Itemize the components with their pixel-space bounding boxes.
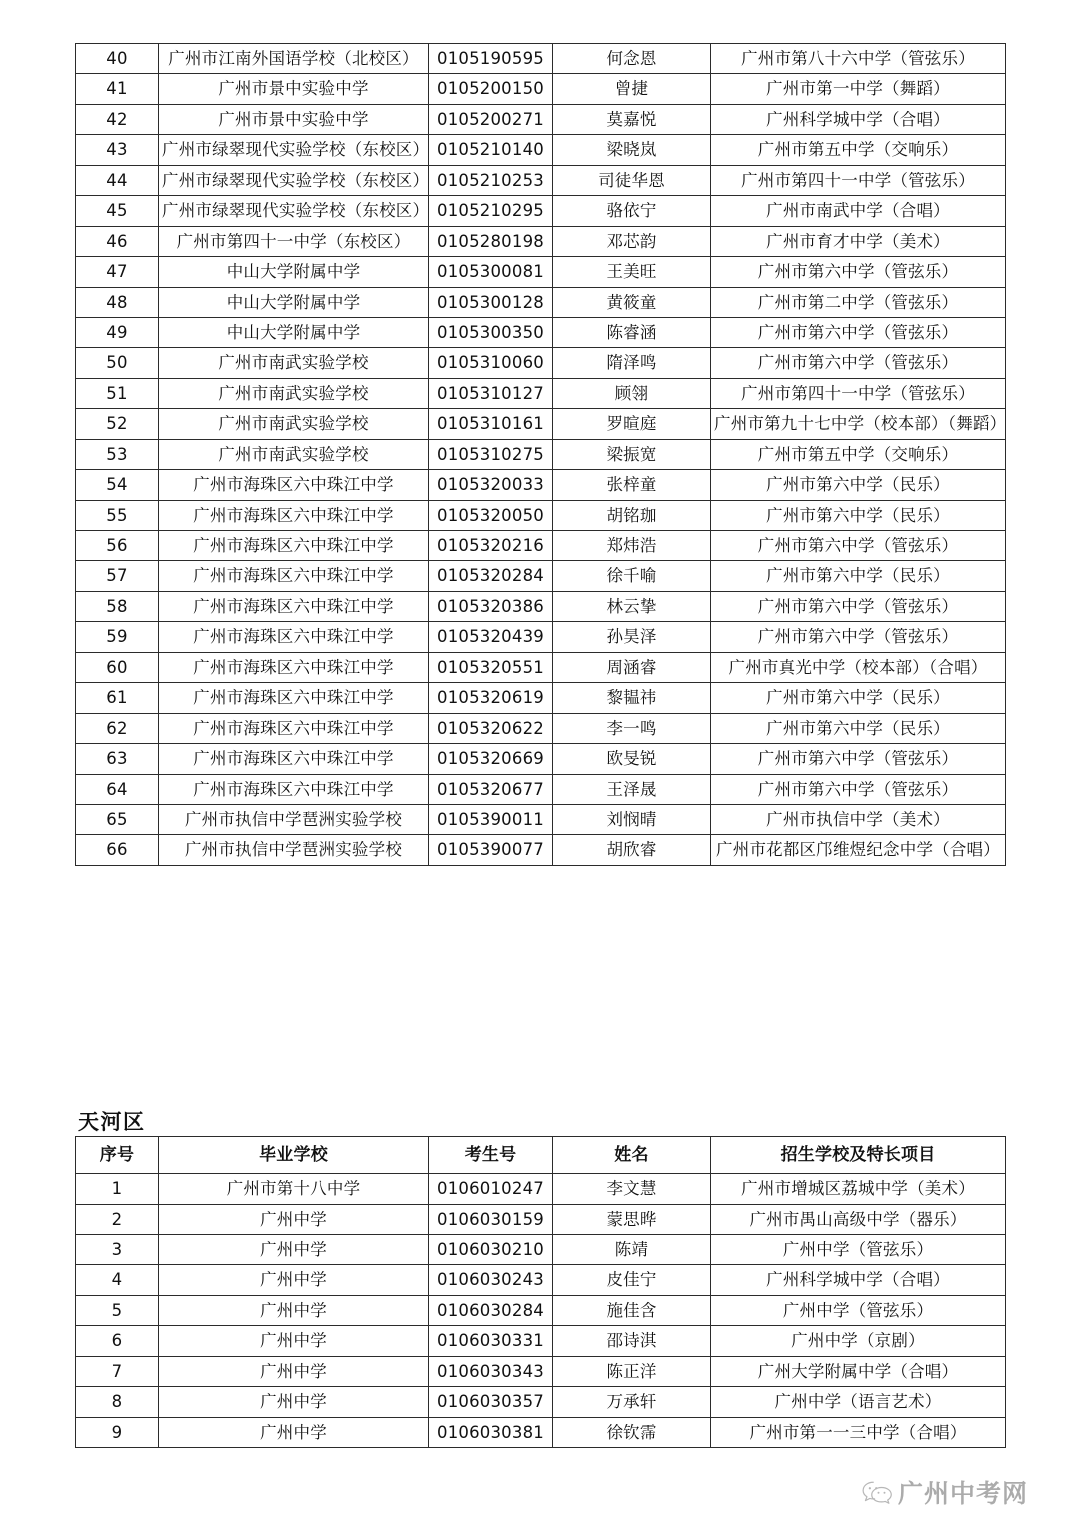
column-header-student-name: 姓名 [553, 1137, 711, 1174]
cell-graduating-school: 广州市海珠区六中珠江中学 [159, 774, 429, 804]
cell-graduating-school: 广州市景中实验中学 [159, 104, 429, 134]
cell-graduating-school: 中山大学附属中学 [159, 287, 429, 317]
cell-index: 46 [76, 226, 159, 256]
table-row [76, 622, 1006, 652]
cell-student-name: 林云挚 [553, 591, 711, 621]
cell-graduating-school: 中山大学附属中学 [159, 257, 429, 287]
cell-index: 5 [76, 1295, 159, 1325]
cell-graduating-school: 广州市绿翠现代实验学校（东校区） [159, 135, 429, 165]
cell-admitting-school-and-specialty: 广州市第八十六中学（管弦乐） [711, 44, 1006, 74]
cell-graduating-school: 广州市海珠区六中珠江中学 [159, 531, 429, 561]
cell-admitting-school-and-specialty: 广州市第六中学（管弦乐） [711, 257, 1006, 287]
column-header-graduating-school: 毕业学校 [159, 1137, 429, 1174]
cell-graduating-school: 广州中学 [159, 1265, 429, 1295]
cell-index: 6 [76, 1326, 159, 1356]
table-body [76, 1174, 1006, 1448]
cell-admitting-school-and-specialty: 广州市第九十七中学（校本部）（舞蹈） [711, 409, 1006, 439]
cell-graduating-school: 广州中学 [159, 1326, 429, 1356]
cell-admitting-school-and-specialty: 广州市第六中学（民乐） [711, 561, 1006, 591]
cell-student-name: 何念恩 [553, 44, 711, 74]
cell-graduating-school: 广州市海珠区六中珠江中学 [159, 591, 429, 621]
table-row [76, 774, 1006, 804]
cell-index: 42 [76, 104, 159, 134]
table-row [76, 1204, 1006, 1234]
cell-student-name: 徐千喻 [553, 561, 711, 591]
cell-student-name: 张梓童 [553, 470, 711, 500]
table-row [76, 1356, 1006, 1386]
table-row [76, 1295, 1006, 1325]
table-header [76, 1137, 1006, 1174]
cell-admitting-school-and-specialty: 广州市增城区荔城中学（美术） [711, 1174, 1006, 1204]
cell-candidate-number: 0105320050 [429, 500, 553, 530]
cell-student-name: 万承轩 [553, 1387, 711, 1417]
cell-graduating-school: 广州市海珠区六中珠江中学 [159, 561, 429, 591]
table-row [76, 1417, 1006, 1447]
cell-index: 52 [76, 409, 159, 439]
cell-candidate-number: 0105320551 [429, 652, 553, 682]
table-row [76, 439, 1006, 469]
table-row [76, 44, 1006, 74]
cell-student-name: 陈正洋 [553, 1356, 711, 1386]
column-header-index: 序号 [76, 1137, 159, 1174]
cell-student-name: 陈睿涵 [553, 317, 711, 347]
cell-index: 48 [76, 287, 159, 317]
cell-candidate-number: 0105310060 [429, 348, 553, 378]
roster-table-haizhu-continued [75, 43, 1006, 866]
cell-graduating-school: 广州市海珠区六中珠江中学 [159, 683, 429, 713]
table-row [76, 287, 1006, 317]
cell-candidate-number: 0105210295 [429, 196, 553, 226]
cell-admitting-school-and-specialty: 广州市真光中学（校本部）（合唱） [711, 652, 1006, 682]
cell-admitting-school-and-specialty: 广州科学城中学（合唱） [711, 104, 1006, 134]
cell-index: 3 [76, 1234, 159, 1264]
cell-candidate-number: 0106030331 [429, 1326, 553, 1356]
cell-candidate-number: 0105320284 [429, 561, 553, 591]
cell-student-name: 骆依宁 [553, 196, 711, 226]
cell-admitting-school-and-specialty: 广州市第六中学（管弦乐） [711, 622, 1006, 652]
cell-index: 4 [76, 1265, 159, 1295]
cell-student-name: 顾翎 [553, 378, 711, 408]
table-row [76, 500, 1006, 530]
cell-graduating-school: 广州市第四十一中学（东校区） [159, 226, 429, 256]
table-row [76, 744, 1006, 774]
cell-admitting-school-and-specialty: 广州大学附属中学（合唱） [711, 1356, 1006, 1386]
table-row [76, 378, 1006, 408]
cell-index: 41 [76, 74, 159, 104]
cell-index: 54 [76, 470, 159, 500]
cell-index: 57 [76, 561, 159, 591]
cell-index: 51 [76, 378, 159, 408]
cell-index: 49 [76, 317, 159, 347]
cell-graduating-school: 广州市南武实验学校 [159, 348, 429, 378]
cell-index: 60 [76, 652, 159, 682]
cell-index: 44 [76, 165, 159, 195]
cell-student-name: 胡铭珈 [553, 500, 711, 530]
cell-candidate-number: 0105320622 [429, 713, 553, 743]
cell-graduating-school: 广州市海珠区六中珠江中学 [159, 470, 429, 500]
cell-index: 66 [76, 835, 159, 865]
cell-admitting-school-and-specialty: 广州市第六中学（管弦乐） [711, 531, 1006, 561]
cell-admitting-school-and-specialty: 广州市第四十一中学（管弦乐） [711, 165, 1006, 195]
table-row [76, 591, 1006, 621]
cell-student-name: 蒙思晔 [553, 1204, 711, 1234]
cell-graduating-school: 广州市海珠区六中珠江中学 [159, 713, 429, 743]
cell-graduating-school: 广州中学 [159, 1387, 429, 1417]
cell-student-name: 施佳含 [553, 1295, 711, 1325]
table-row [76, 165, 1006, 195]
cell-candidate-number: 0105300081 [429, 257, 553, 287]
table-row [76, 1234, 1006, 1264]
table-row [76, 470, 1006, 500]
column-header-admitting-school-and-specialty: 招生学校及特长项目 [711, 1137, 1006, 1174]
cell-graduating-school: 广州市海珠区六中珠江中学 [159, 744, 429, 774]
cell-admitting-school-and-specialty: 广州中学（京剧） [711, 1326, 1006, 1356]
table-row [76, 257, 1006, 287]
cell-admitting-school-and-specialty: 广州市第六中学（管弦乐） [711, 591, 1006, 621]
column-header-candidate-number: 考生号 [429, 1137, 553, 1174]
cell-graduating-school: 广州市绿翠现代实验学校（东校区） [159, 196, 429, 226]
cell-admitting-school-and-specialty: 广州市第一一三中学（合唱） [711, 1417, 1006, 1447]
cell-index: 59 [76, 622, 159, 652]
table-row [76, 683, 1006, 713]
cell-candidate-number: 0105210253 [429, 165, 553, 195]
cell-index: 55 [76, 500, 159, 530]
cell-student-name: 孙昊泽 [553, 622, 711, 652]
cell-student-name: 胡欣睿 [553, 835, 711, 865]
cell-admitting-school-and-specialty: 广州市第六中学（民乐） [711, 470, 1006, 500]
cell-index: 61 [76, 683, 159, 713]
district-heading-tianhe: 天河区 [78, 1110, 146, 1134]
cell-admitting-school-and-specialty: 广州中学（管弦乐） [711, 1295, 1006, 1325]
cell-index: 53 [76, 439, 159, 469]
cell-graduating-school: 广州中学 [159, 1234, 429, 1264]
cell-index: 62 [76, 713, 159, 743]
wechat-icon [862, 1479, 892, 1505]
cell-student-name: 梁晓岚 [553, 135, 711, 165]
table-row [76, 409, 1006, 439]
cell-candidate-number: 0106030357 [429, 1387, 553, 1417]
cell-candidate-number: 0105390011 [429, 804, 553, 834]
cell-graduating-school: 广州中学 [159, 1204, 429, 1234]
cell-graduating-school: 广州市江南外国语学校（北校区） [159, 44, 429, 74]
cell-admitting-school-and-specialty: 广州市第五中学（交响乐） [711, 439, 1006, 469]
cell-student-name: 司徒华恩 [553, 165, 711, 195]
cell-student-name: 王泽晟 [553, 774, 711, 804]
cell-graduating-school: 广州市执信中学琶洲实验学校 [159, 835, 429, 865]
cell-student-name: 隋泽鸣 [553, 348, 711, 378]
table-row [76, 1265, 1006, 1295]
cell-candidate-number: 0106010247 [429, 1174, 553, 1204]
cell-graduating-school: 广州中学 [159, 1356, 429, 1386]
watermark [862, 1474, 1028, 1510]
cell-admitting-school-and-specialty: 广州市执信中学（美术） [711, 804, 1006, 834]
cell-candidate-number: 0105320033 [429, 470, 553, 500]
cell-admitting-school-and-specialty: 广州市第五中学（交响乐） [711, 135, 1006, 165]
cell-graduating-school: 广州市海珠区六中珠江中学 [159, 500, 429, 530]
watermark-text: 广州中考网 [898, 1479, 1029, 1508]
table-body [76, 44, 1006, 866]
cell-student-name: 李一鸣 [553, 713, 711, 743]
cell-admitting-school-and-specialty: 广州科学城中学（合唱） [711, 1265, 1006, 1295]
cell-candidate-number: 0105310275 [429, 439, 553, 469]
cell-graduating-school: 广州市第十八中学 [159, 1174, 429, 1204]
cell-candidate-number: 0105320677 [429, 774, 553, 804]
cell-graduating-school: 广州市景中实验中学 [159, 74, 429, 104]
cell-admitting-school-and-specialty: 广州市南武中学（合唱） [711, 196, 1006, 226]
cell-index: 63 [76, 744, 159, 774]
cell-candidate-number: 0105200271 [429, 104, 553, 134]
cell-admitting-school-and-specialty: 广州市第四十一中学（管弦乐） [711, 378, 1006, 408]
table-row [76, 531, 1006, 561]
cell-student-name: 欧旻锐 [553, 744, 711, 774]
cell-student-name: 曾捷 [553, 74, 711, 104]
cell-graduating-school: 广州中学 [159, 1295, 429, 1325]
cell-student-name: 王美旺 [553, 257, 711, 287]
cell-index: 58 [76, 591, 159, 621]
table-row [76, 74, 1006, 104]
cell-student-name: 周涵睿 [553, 652, 711, 682]
cell-index: 50 [76, 348, 159, 378]
cell-admitting-school-and-specialty: 广州市育才中学（美术） [711, 226, 1006, 256]
cell-student-name: 黄筱童 [553, 287, 711, 317]
cell-admitting-school-and-specialty: 广州市第六中学（管弦乐） [711, 774, 1006, 804]
table-row [76, 835, 1006, 865]
cell-candidate-number: 0105190595 [429, 44, 553, 74]
cell-graduating-school: 广州中学 [159, 1417, 429, 1447]
cell-admitting-school-and-specialty: 广州市第六中学（管弦乐） [711, 744, 1006, 774]
cell-index: 47 [76, 257, 159, 287]
cell-index: 9 [76, 1417, 159, 1447]
cell-admitting-school-and-specialty: 广州市第一中学（舞蹈） [711, 74, 1006, 104]
cell-student-name: 刘悯晴 [553, 804, 711, 834]
cell-candidate-number: 0105320619 [429, 683, 553, 713]
cell-index: 45 [76, 196, 159, 226]
table-row [76, 104, 1006, 134]
cell-index: 7 [76, 1356, 159, 1386]
cell-graduating-school: 广州市南武实验学校 [159, 409, 429, 439]
cell-candidate-number: 0106030381 [429, 1417, 553, 1447]
cell-student-name: 徐钦霈 [553, 1417, 711, 1447]
cell-candidate-number: 0105320216 [429, 531, 553, 561]
cell-index: 8 [76, 1387, 159, 1417]
table-header-row [76, 1137, 1006, 1174]
cell-admitting-school-and-specialty: 广州中学（语言艺术） [711, 1387, 1006, 1417]
table-row [76, 226, 1006, 256]
cell-student-name: 李文慧 [553, 1174, 711, 1204]
cell-index: 1 [76, 1174, 159, 1204]
cell-admitting-school-and-specialty: 广州市第六中学（管弦乐） [711, 317, 1006, 347]
cell-admitting-school-and-specialty: 广州市第六中学（民乐） [711, 500, 1006, 530]
cell-candidate-number: 0105310161 [429, 409, 553, 439]
cell-index: 64 [76, 774, 159, 804]
cell-admitting-school-and-specialty: 广州市第六中学（民乐） [711, 683, 1006, 713]
cell-candidate-number: 0105280198 [429, 226, 553, 256]
table-row [76, 652, 1006, 682]
cell-candidate-number: 0106030159 [429, 1204, 553, 1234]
cell-student-name: 皮佳宁 [553, 1265, 711, 1295]
cell-student-name: 郑炜浩 [553, 531, 711, 561]
cell-student-name: 梁振宽 [553, 439, 711, 469]
cell-candidate-number: 0106030210 [429, 1234, 553, 1264]
cell-admitting-school-and-specialty: 广州市花都区邝维煜纪念中学（合唱） [711, 835, 1006, 865]
table-row [76, 196, 1006, 226]
cell-candidate-number: 0106030343 [429, 1356, 553, 1386]
cell-index: 40 [76, 44, 159, 74]
cell-graduating-school: 广州市执信中学琶洲实验学校 [159, 804, 429, 834]
table-row [76, 1174, 1006, 1204]
cell-candidate-number: 0105300350 [429, 317, 553, 347]
cell-admitting-school-and-specialty: 广州市第六中学（民乐） [711, 713, 1006, 743]
table-row [76, 348, 1006, 378]
table-row [76, 135, 1006, 165]
cell-candidate-number: 0105320439 [429, 622, 553, 652]
cell-graduating-school: 广州市海珠区六中珠江中学 [159, 652, 429, 682]
cell-admitting-school-and-specialty: 广州市第六中学（管弦乐） [711, 348, 1006, 378]
cell-graduating-school: 广州市海珠区六中珠江中学 [159, 622, 429, 652]
cell-admitting-school-and-specialty: 广州市第二中学（管弦乐） [711, 287, 1006, 317]
cell-student-name: 莫嘉悦 [553, 104, 711, 134]
cell-candidate-number: 0106030284 [429, 1295, 553, 1325]
roster-table-tianhe [75, 1136, 1006, 1448]
cell-student-name: 邓芯韵 [553, 226, 711, 256]
cell-graduating-school: 广州市绿翠现代实验学校（东校区） [159, 165, 429, 195]
cell-index: 65 [76, 804, 159, 834]
cell-student-name: 邵诗淇 [553, 1326, 711, 1356]
cell-admitting-school-and-specialty: 广州中学（管弦乐） [711, 1234, 1006, 1264]
cell-graduating-school: 广州市南武实验学校 [159, 439, 429, 469]
table-row [76, 317, 1006, 347]
cell-student-name: 陈靖 [553, 1234, 711, 1264]
cell-candidate-number: 0105210140 [429, 135, 553, 165]
cell-index: 2 [76, 1204, 159, 1234]
cell-candidate-number: 0105320669 [429, 744, 553, 774]
cell-candidate-number: 0105310127 [429, 378, 553, 408]
table-row [76, 1326, 1006, 1356]
cell-candidate-number: 0105320386 [429, 591, 553, 621]
cell-index: 56 [76, 531, 159, 561]
cell-student-name: 黎韫祎 [553, 683, 711, 713]
cell-candidate-number: 0105390077 [429, 835, 553, 865]
cell-student-name: 罗暄庭 [553, 409, 711, 439]
table-row [76, 713, 1006, 743]
table-row [76, 804, 1006, 834]
cell-candidate-number: 0105200150 [429, 74, 553, 104]
cell-candidate-number: 0106030243 [429, 1265, 553, 1295]
table-row [76, 1387, 1006, 1417]
cell-candidate-number: 0105300128 [429, 287, 553, 317]
cell-admitting-school-and-specialty: 广州市禺山高级中学（器乐） [711, 1204, 1006, 1234]
cell-index: 43 [76, 135, 159, 165]
cell-graduating-school: 中山大学附属中学 [159, 317, 429, 347]
cell-graduating-school: 广州市南武实验学校 [159, 378, 429, 408]
table-row [76, 561, 1006, 591]
